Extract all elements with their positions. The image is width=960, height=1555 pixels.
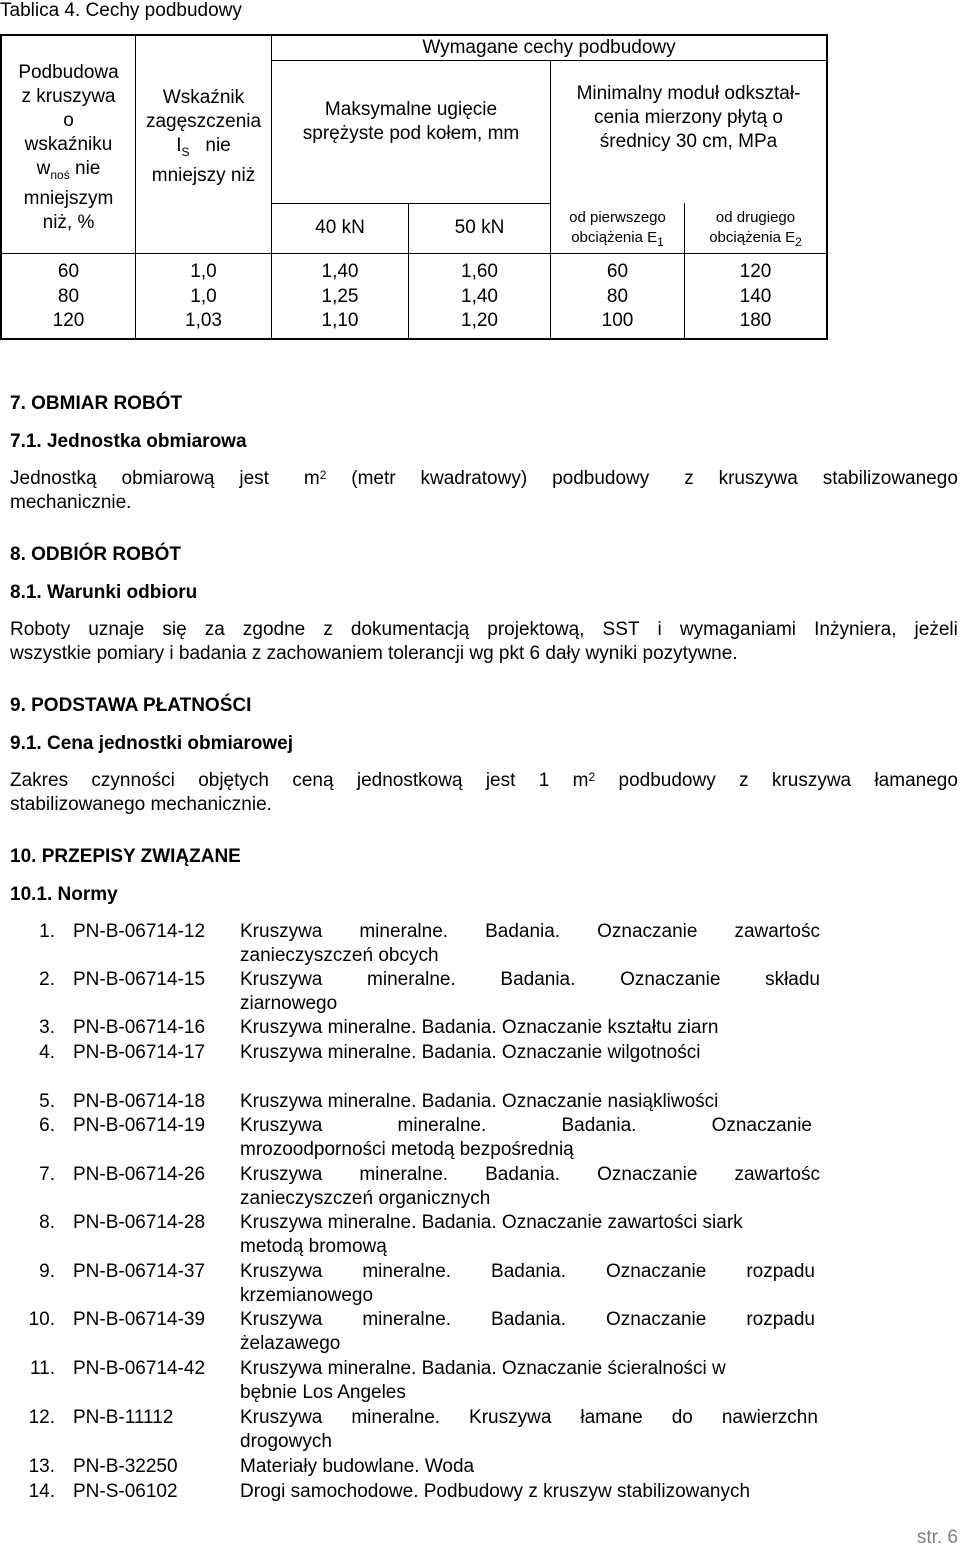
section-9-heading: 9. PODSTAWA PŁATNOŚCI [10, 695, 252, 716]
column-e1-values: 60 80 100 [601, 261, 634, 331]
section-10-1-heading: 10.1. Normy [10, 884, 118, 905]
header-max-deflection: Maksymalne ugięcie sprężyste pod kołem, mm [302, 99, 520, 144]
table-caption: Tablica 4. Cechy podbudowy [0, 0, 242, 21]
page-number: str. 6 [916, 1527, 958, 1548]
column-base-course-values: 60 80 120 [52, 261, 85, 331]
header-50kn: 50 kN [454, 217, 505, 238]
section-8-1-heading: 8.1. Warunki odbioru [10, 582, 198, 603]
header-base-course: Podbudowa z kruszywa o wskaźniku $w_{noś}$ nie mniejszym niż, % [18, 62, 119, 233]
section-9-1-heading: 9.1. Cena jednostki obmiarowej [10, 733, 293, 754]
section-10-heading: 10. PRZEPISY ZWIĄZANE [10, 846, 241, 867]
column-50kn-values: 1,60 1,40 1,20 [461, 261, 498, 331]
column-compaction-values: 1,0 1,0 1,03 [185, 261, 222, 331]
header-e2: od drugiego obciążenia $E_2$ [709, 209, 802, 249]
section-7-1-text: Jednostką obmiarową jest $m^2$ (metr kwadratowy) podbudowy z kruszywa stabilizowanego mechanicznie. [10, 468, 958, 513]
header-required-properties: Wymagane cechy podbudowy [422, 37, 676, 58]
header-e1: od pierwszego obciążenia $E_1$ [569, 209, 666, 249]
header-40kn: 40 kN [315, 217, 365, 238]
section-7-1-heading: 7.1. Jednostka obmiarowa [10, 431, 247, 452]
column-e2-values: 120 140 180 [739, 261, 772, 331]
section-7-heading: 7. OBMIAR ROBÓT [10, 393, 183, 414]
header-min-modulus: Minimalny moduł odkształ- cenia mierzony płytą o średnicy 30 cm, MPa [576, 83, 801, 152]
section-8-1-text: Roboty uznaje się za zgodne z dokumentacją projektową, SST i wymaganiami Inżyniera, jeżeli wszystkie pomiary i badania z zachowaniem tolerancji wg pkt 6 dały wyniki pozytywne. [10, 619, 958, 664]
column-40kn-values: 1,40 1,25 1,10 [321, 261, 359, 331]
header-compaction-index: Wskaźnik zagęszczenia $I_S$ nie mniejszy niż [145, 87, 262, 186]
section-9-1-text: Zakres czynności objętych ceną jednostkową jest 1 $m^2$ podbudowy z kruszywa łamanego stabilizowanego mechanicznie. [10, 770, 958, 815]
section-8-heading: 8. ODBIÓR ROBÓT [10, 544, 182, 565]
